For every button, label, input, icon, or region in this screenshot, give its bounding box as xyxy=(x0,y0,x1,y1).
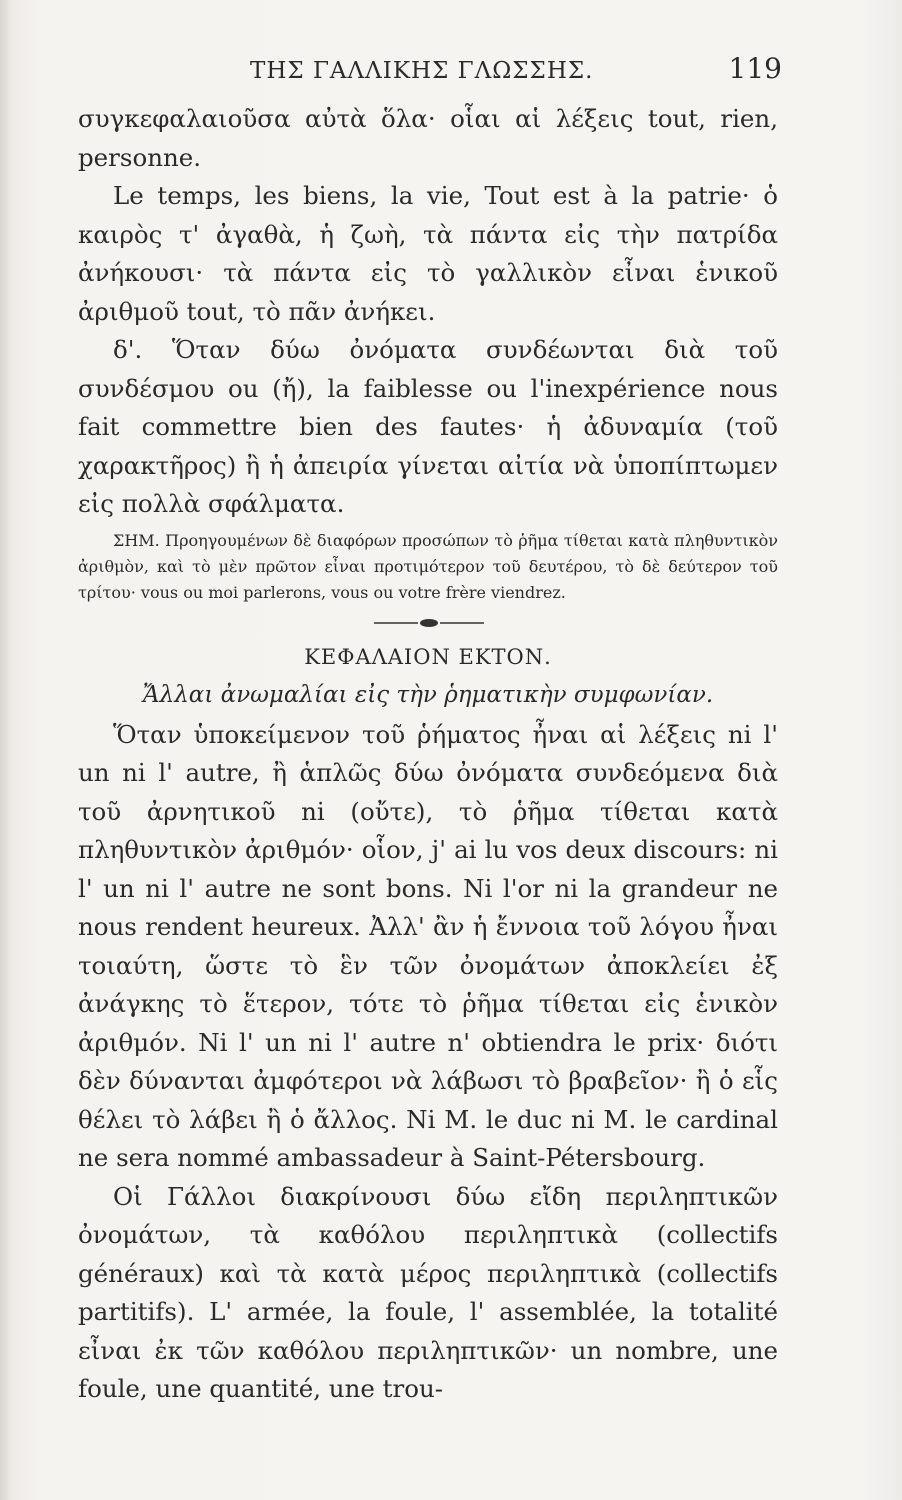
paragraph-example-patrie: Le temps, les biens, la vie, Tout est à la patrie· ὁ καιρὸς τ' ἀγαθὰ, ἡ ζωὴ, τὰ πάντα εἰς τὴν πατρίδα ἀνήκουσι· τὰ πάντα εἰς τὸ γαλλικὸν εἶναι ἑνικοῦ ἀριθμοῦ tout, τὸ πᾶν ἀνήκει. xyxy=(78,181,778,326)
paragraph-collectifs: Οἱ Γάλλοι διακρίνουσι δύω εἴδη περιληπτικῶν ὀνομάτων, τὰ καθόλου περιληπτικὰ (collectifs généraux) καὶ τὰ κατὰ μέρος περιληπτικὰ (collectifs partitifs). L' armée, la foule, l' assemblée, la totalité εἶναι ἐκ τῶν καθόλου περιληπτικῶν· un nombre, une foule, une quantité, une trou- xyxy=(78,1181,778,1403)
section-ornament xyxy=(78,610,778,636)
paragraph-continued: συγκεφαλαιοῦσα αὐτὰ ὅλα· οἷαι αἱ λέξεις tout, rien, personne. xyxy=(78,104,778,172)
page-number: 119 xyxy=(728,52,782,85)
running-head: ΤΗΣ ΓΑΛΛΙΚΗΣ ΓΛΩΣΣΗΣ. xyxy=(250,58,594,84)
paragraph-ni-rule: Ὅταν ὑποκείμενον τοῦ ῥήματος ἦναι αἱ λέξεις ni l' un ni l' autre, ἢ ἁπλῶς δύω ὀνόματα συνδεόμενα διὰ τοῦ ἀρνητικοῦ ni (οὔτε), τὸ ῥῆμα τίθεται κατὰ πληθυντικὸν ἀριθμόν· οἷον, j' ai lu vos deux discours: ni l' un ni l' autre ne sont bons. Ni l'or ni la grandeur ne nous rendent heureux. Ἀλλ' ἂν ἡ ἔννοια τοῦ λόγου ἦναι τοιαύτη, ὥστε τὸ ἓν τῶν ὀνομάτων ἀποκλείει ἐξ ἀνάγκης τὸ ἕτερον, τότε τὸ ῥῆμα τίθεται εἰς ἑνικὸν ἀριθμόν. Ni l' un ni l' autre n' obtiendra le prix· διότι δὲν δύνανται ἀμφότεροι νὰ λάβωσι τὸ βραβεῖον· ἢ ὁ εἷς θέλει τὸ λάβει ἢ ὁ ἄλλος. Ni M. le duc ni M. le cardinal ne sera nommé ambassadeur à Saint-Pétersbourg. xyxy=(78,719,778,1172)
chapter-subtitle: Ἄλλαι ἀνωμαλίαι εἰς τὴν ῥηματικὴν συμφωνίαν. xyxy=(142,681,714,708)
book-spine-shadow xyxy=(0,0,12,1500)
paragraph-rule-ou: δ'. Ὅταν δύω ὀνόματα συνδέωνται διὰ τοῦ συνδέσμου ou (ἤ), la faiblesse ou l'inexpérience nous fait commettre bien des fautes· ἡ ἀδυναμία (τοῦ χαρακτῆρος) ἢ ἡ ἀπειρία γίνεται αἰτία νὰ ὑποπίπτωμεν εἰς πολλὰ σφάλματα. xyxy=(78,335,778,518)
page-header xyxy=(70,52,782,92)
note-paragraph: ΣΗΜ. Προηγουμένων δὲ διαφόρων προσώπων τὸ ῥῆμα τίθεται κατὰ πληθυντικὸν ἀριθμὸν, καὶ τὸ μὲν πρῶτον εἶναι προτιμότερον τοῦ δευτέρου, τὸ δὲ δεύτερον τοῦ τρίτου· vous ou moi parlerons, vous ou votre frère viendrez. xyxy=(78,530,778,602)
chapter-title: ΚΕΦΑΛΑΙΟΝ ΕΚΤΟΝ. xyxy=(304,644,552,669)
page-body xyxy=(78,100,778,1409)
